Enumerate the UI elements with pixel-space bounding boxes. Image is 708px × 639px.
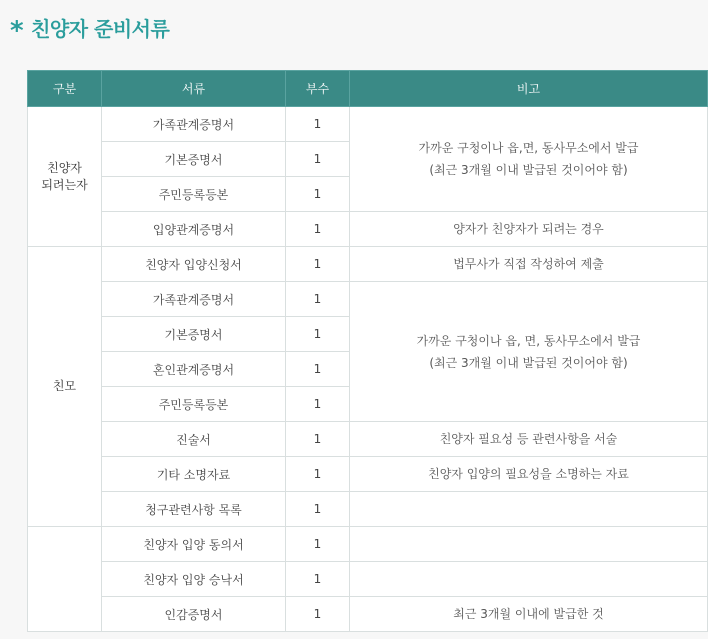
header-copies: 부수 [286,71,350,107]
document-name: 친양자 입양 승낙서 [102,562,286,597]
remarks-cell: 친양자 필요성 등 관련사항을 서술 [350,422,708,457]
copies-count: 1 [286,317,350,352]
document-name: 친양자 입양 동의서 [102,527,286,562]
copies-count: 1 [286,527,350,562]
table-row [28,107,708,142]
copies-count: 1 [286,107,350,142]
remarks-cell [350,527,708,562]
table-row [28,562,708,597]
table-row [28,282,708,317]
document-name: 주민등록등본 [102,177,286,212]
group-label-adoptee: 친양자 되려는자 [28,107,102,247]
document-name: 진술서 [102,422,286,457]
table-row [28,597,708,632]
document-name: 가족관계증명서 [102,282,286,317]
document-name: 기본증명서 [102,317,286,352]
remarks-cell: 가까운 구청이나 읍,면, 동사무소에서 발급 (최근 3개월 이내 발급된 것이어야 함) [350,107,708,212]
copies-count: 1 [286,352,350,387]
copies-count: 1 [286,387,350,422]
header-remarks: 비고 [350,71,708,107]
page-title [10,12,170,46]
group-label-birth-mother: 친모 [28,247,102,527]
copies-count: 1 [286,562,350,597]
header-category: 구분 [28,71,102,107]
document-name: 기본증명서 [102,142,286,177]
table-header-row [28,71,708,107]
documents-table [27,70,708,632]
copies-count: 1 [286,282,350,317]
copies-count: 1 [286,177,350,212]
copies-count: 1 [286,212,350,247]
table-row [28,527,708,562]
document-name: 기타 소명자료 [102,457,286,492]
group-label-other [28,527,102,632]
header-document: 서류 [102,71,286,107]
document-name: 혼인관계증명서 [102,352,286,387]
page-title-text: 친양자 준비서류 [31,16,170,41]
table-row [28,457,708,492]
document-name: 주민등록등본 [102,387,286,422]
remarks-cell: 법무사가 직접 작성하여 제출 [350,247,708,282]
remarks-cell: 친양자 입양의 필요성을 소명하는 자료 [350,457,708,492]
copies-count: 1 [286,142,350,177]
remarks-cell: 가까운 구청이나 읍, 면, 동사무소에서 발급 (최근 3개월 이내 발급된 것이어야 함) [350,282,708,422]
document-name: 가족관계증명서 [102,107,286,142]
copies-count: 1 [286,457,350,492]
remarks-cell [350,492,708,527]
copies-count: 1 [286,597,350,632]
table-row [28,212,708,247]
table-row [28,247,708,282]
document-name: 청구관련사항 목록 [102,492,286,527]
document-name: 친양자 입양신청서 [102,247,286,282]
remarks-cell [350,562,708,597]
remarks-cell: 양자가 친양자가 되려는 경우 [350,212,708,247]
table-row [28,422,708,457]
copies-count: 1 [286,492,350,527]
table-row [28,492,708,527]
asterisk-icon: * [10,16,24,46]
copies-count: 1 [286,422,350,457]
document-name: 인감증명서 [102,597,286,632]
copies-count: 1 [286,247,350,282]
remarks-cell: 최근 3개월 이내에 발급한 것 [350,597,708,632]
document-name: 입양관계증명서 [102,212,286,247]
